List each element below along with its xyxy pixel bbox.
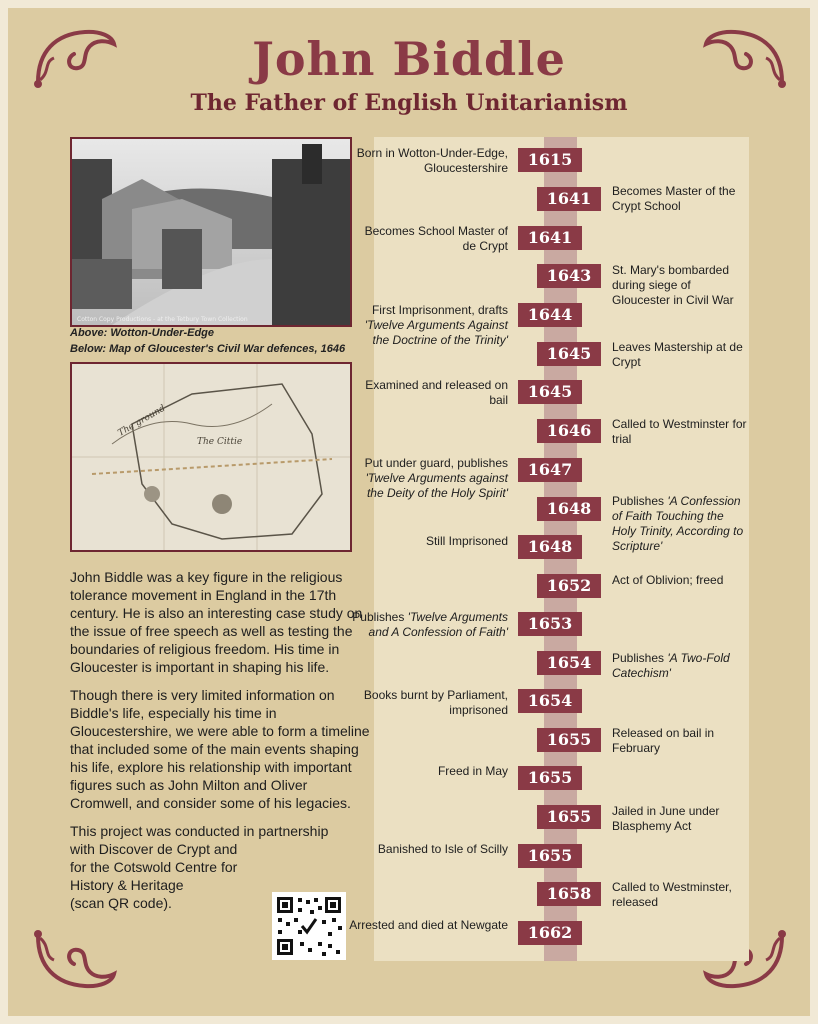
timeline-event-title: 'A Confession of Faith Touching the Holy Trinity, According to Scripture' xyxy=(612,494,744,553)
timeline-event-text: Act of Oblivion; freed xyxy=(612,573,724,587)
timeline-year: 1655 xyxy=(518,766,582,790)
timeline-event xyxy=(612,726,747,756)
intro-paragraph-2: Though there is very limited information on Biddle's life, especially his time in Gloucestershire, we were able to form a timeline that included some of the main events shaping his life, explore his relationship with important figures such as John Milton and Oliver Cromwell, and consider some of his legacies. xyxy=(70,687,370,811)
partnership-line-1: This project was conducted in partnership xyxy=(70,823,329,839)
timeline-event xyxy=(612,340,747,370)
timeline-year: 1647 xyxy=(518,458,582,482)
timeline-year: 1648 xyxy=(518,535,582,559)
timeline-event xyxy=(348,842,508,857)
timeline-event-text: Publishes xyxy=(612,651,668,665)
photo-credit: Cotton Copy Productions - at the Tetbury Town Collection xyxy=(77,316,248,323)
timeline-event xyxy=(348,918,508,933)
timeline-year: 1658 xyxy=(537,882,601,906)
timeline-event xyxy=(612,880,747,910)
timeline-event-text: Still Imprisoned xyxy=(425,534,508,548)
timeline-event-text: Banished to Isle of Scilly xyxy=(377,842,508,856)
timeline-event-text: Jailed in June under Blasphemy Act xyxy=(612,804,720,833)
timeline-event xyxy=(348,764,508,779)
timeline-event-title: 'Twelve Arguments Against the Doctrine of the Trinity' xyxy=(364,318,508,347)
svg-text:The Cittie: The Cittie xyxy=(197,437,243,447)
caption-below: Below: Map of Gloucester's Civil War defences, 1646 xyxy=(70,343,346,355)
page-title: John Biddle xyxy=(252,32,566,86)
timeline-event xyxy=(348,534,508,549)
timeline-event-text: Called to Westminster for trial xyxy=(612,417,747,446)
timeline-event xyxy=(612,651,747,681)
timeline-event-text: Becomes School Master of de Crypt xyxy=(364,224,508,253)
intro-text xyxy=(70,568,370,912)
timeline-year: 1655 xyxy=(537,805,601,829)
timeline-event-text: Leaves Mastership at de Crypt xyxy=(612,340,743,369)
partnership-line-5: (scan QR code). xyxy=(70,895,172,911)
timeline-event-title: 'A Two-Fold Catechism' xyxy=(612,651,730,680)
wotton-under-edge-photo xyxy=(70,137,352,327)
timeline-event xyxy=(348,610,508,640)
timeline-event-text: First Imprisonment, drafts xyxy=(371,303,508,317)
timeline-event xyxy=(348,688,508,718)
timeline-event-text: Arrested and died at Newgate xyxy=(349,918,508,932)
qr-code[interactable] xyxy=(272,892,346,960)
timeline-event-text: Publishes xyxy=(612,494,668,508)
timeline-year: 1641 xyxy=(537,187,601,211)
timeline-event xyxy=(612,573,747,588)
timeline-event xyxy=(348,146,508,176)
partnership-line-3: for the Cotswold Centre for xyxy=(70,859,238,875)
timeline-event xyxy=(348,378,508,408)
timeline-year: 1644 xyxy=(518,303,582,327)
timeline-event xyxy=(612,417,747,447)
caption-above: Above: Wotton-Under-Edge xyxy=(70,327,215,339)
timeline-event xyxy=(612,263,747,308)
timeline-event xyxy=(612,494,747,554)
timeline-year: 1662 xyxy=(518,921,582,945)
page-subtitle: The Father of English Unitarianism xyxy=(190,90,628,116)
timeline-event xyxy=(348,456,508,501)
timeline-year: 1655 xyxy=(518,844,582,868)
partnership-line-4: History & Heritage xyxy=(70,877,184,893)
timeline-event xyxy=(612,184,747,214)
timeline-event-text: Put under guard, publishes xyxy=(364,456,508,470)
timeline-year: 1645 xyxy=(537,342,601,366)
timeline-year: 1653 xyxy=(518,612,582,636)
gloucester-defences-map xyxy=(70,362,352,552)
corner-ornament-bottom-left xyxy=(30,926,120,996)
timeline-year: 1655 xyxy=(537,728,601,752)
timeline-event xyxy=(348,303,508,348)
timeline-event-title: 'Twelve Arguments and A Confession of Faith' xyxy=(368,610,508,639)
svg-text:The ground: The ground xyxy=(116,403,168,439)
intro-paragraph-1: John Biddle was a key figure in the religious tolerance movement in England in the 17th century. He is also an interesting case study on the issue of free speech as well as testing the boundaries of religious freedom. His time in Gloucester is important in shaping his life. xyxy=(70,569,363,675)
timeline-event-text: Publishes xyxy=(352,610,408,624)
timeline-event-text: Called to Westminster, released xyxy=(612,880,732,909)
timeline-event xyxy=(348,224,508,254)
timeline-year: 1652 xyxy=(537,574,601,598)
timeline-event-text: Released on bail in February xyxy=(612,726,715,755)
partnership-line-2: with Discover de Crypt and xyxy=(70,841,238,857)
timeline-event-text: St. Mary's bombarded during siege of Gloucester in Civil War xyxy=(612,263,734,307)
timeline-year: 1654 xyxy=(518,689,582,713)
timeline-year: 1615 xyxy=(518,148,582,172)
timeline-year: 1643 xyxy=(537,264,601,288)
timeline-year: 1645 xyxy=(518,380,582,404)
timeline-event-text: Freed in May xyxy=(437,764,508,778)
timeline-event xyxy=(612,804,747,834)
timeline-event-text: Becomes Master of the Crypt School xyxy=(612,184,736,213)
timeline-year: 1646 xyxy=(537,419,601,443)
timeline-event-text: Examined and released on bail xyxy=(365,378,508,407)
timeline-year: 1648 xyxy=(537,497,601,521)
timeline-year: 1654 xyxy=(537,651,601,675)
timeline-event-text: Books burnt by Parliament, imprisoned xyxy=(363,688,508,717)
timeline-year: 1641 xyxy=(518,226,582,250)
timeline-event-text: Born in Wotton-Under-Edge, Gloucestershire xyxy=(356,146,508,175)
timeline-event-title: 'Twelve Arguments against the Deity of the Holy Spirit' xyxy=(365,471,508,500)
